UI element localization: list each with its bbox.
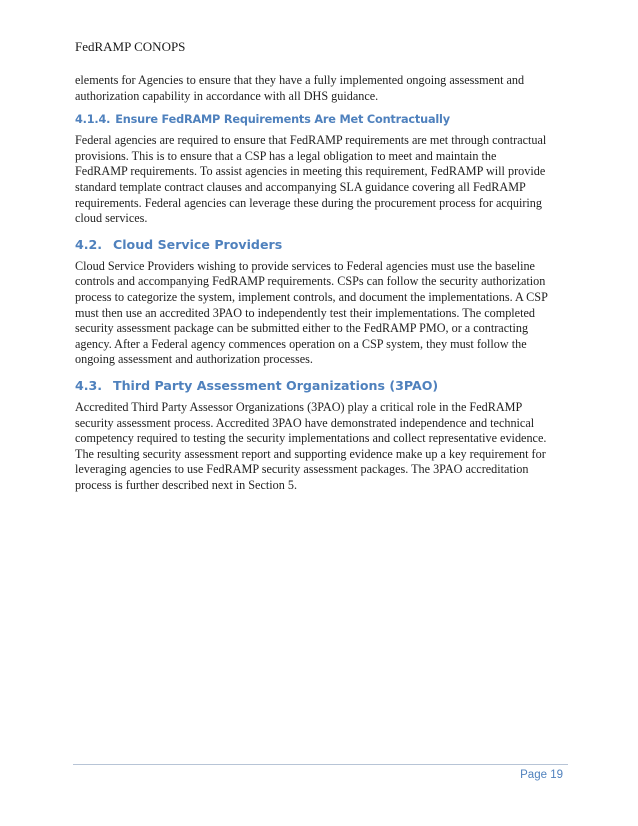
- paragraph-line: ongoing assessment and authorization processes.: [75, 352, 313, 367]
- paragraph-line: authorization capability in accordance with all DHS guidance.: [75, 88, 379, 103]
- heading-number: 4.2.: [75, 236, 103, 252]
- page-content: [75, 73, 569, 493]
- paragraph-line: Cloud Service Providers wishing to provide services to Federal agencies must use the baseline: [75, 258, 535, 273]
- paragraph-line: agency. After a Federal agency commences operation on a CSP system, they must follow the: [75, 336, 527, 351]
- paragraph-line: security assessment process. Accredited 3PAO have demonstrated independence and technical: [75, 415, 535, 430]
- paragraph-line: security assessment package can be submitted either to the FedRAMP PMO, or a contracting: [75, 321, 529, 336]
- paragraph-line: requirements. Federal agencies can leverage these during the procurement process for acquiring: [75, 195, 542, 210]
- paragraph-line: leveraging agencies to use FedRAMP security assessment packages. The 3PAO accreditation: [75, 462, 529, 477]
- paragraph-line: process is further described next in Section 5.: [75, 477, 298, 492]
- page-number: Page 19: [520, 769, 563, 781]
- paragraph-line: provisions. This is to ensure that a CSP has a legal obligation to meet and maintain the: [75, 148, 497, 163]
- paragraph-4-3: [75, 400, 569, 494]
- heading-4-2: [75, 236, 569, 254]
- paragraph-line: standard template contract clauses and accompanying SLA guidance covering all FedRAMP: [75, 179, 526, 194]
- paragraph-4-2: [75, 259, 569, 368]
- paragraph-line: Federal agencies are required to ensure that FedRAMP requirements are met through contractual: [75, 133, 547, 148]
- heading-4-3: [75, 377, 569, 395]
- heading-number: 4.1.4.: [75, 113, 111, 127]
- paragraph-line: FedRAMP requirements. To assist agencies in meeting this requirement, FedRAMP will provide: [75, 164, 546, 179]
- heading-text: Cloud Service Providers: [113, 236, 283, 252]
- paragraph-line: must then use an accredited 3PAO to independently test their implementations. The completed: [75, 305, 535, 320]
- paragraph-line: competency required to testing the security implementations and collect representative evidence.: [75, 431, 547, 446]
- heading-text: Ensure FedRAMP Requirements Are Met Contractually: [115, 113, 450, 127]
- paragraph-line: process to categorize the system, implement controls, and document the implementations. A CSP: [75, 289, 548, 304]
- paragraph-line: controls and accompanying FedRAMP requirements. CSPs can follow the security authorization: [75, 274, 546, 289]
- heading-4-1-4: [75, 112, 569, 128]
- running-header: FedRAMP CONOPS: [75, 39, 186, 54]
- intro-paragraph: [75, 73, 569, 104]
- paragraph-line: elements for Agencies to ensure that they have a fully implemented ongoing assessment and: [75, 73, 525, 87]
- paragraph-line: The resulting security assessment report and supporting evidence make up a key requirement for: [75, 446, 546, 461]
- paragraph-line: cloud services.: [75, 211, 148, 226]
- paragraph-4-1-4: [75, 133, 569, 227]
- heading-text: Third Party Assessment Organizations (3PAO): [113, 377, 439, 393]
- paragraph-line: Accredited Third Party Assessor Organizations (3PAO) play a critical role in the FedRAMP: [75, 399, 523, 414]
- heading-number: 4.3.: [75, 377, 103, 393]
- footer-divider: [73, 764, 568, 765]
